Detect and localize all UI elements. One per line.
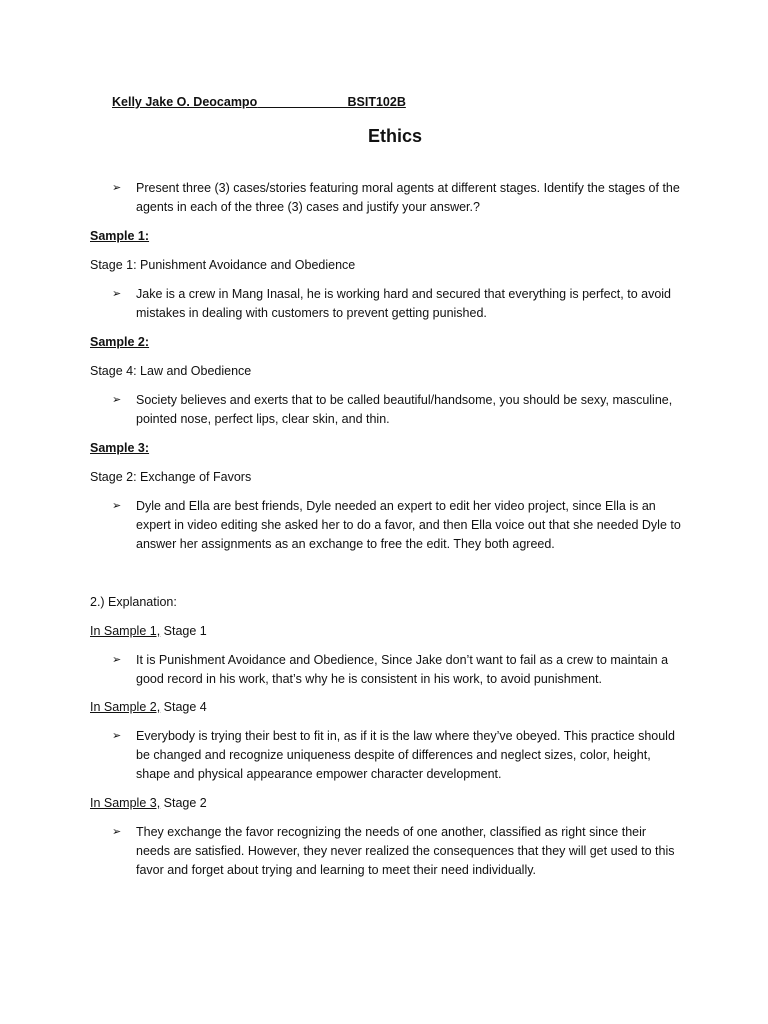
sample-1-text: Jake is a crew in Mang Inasal, he is working hard and secured that everything is perfect, to avoid mistakes in dealing with customers to prevent getting punished. [136, 287, 672, 320]
prompt-item [112, 179, 682, 217]
arrow-bullet-icon: ➢ [112, 288, 122, 300]
explanation-1-item [112, 651, 682, 689]
arrow-bullet-icon: ➢ [112, 654, 122, 666]
header-line [112, 93, 406, 112]
arrow-bullet-icon: ➢ [112, 826, 122, 838]
student-section: BSIT102B [347, 95, 406, 109]
arrow-bullet-icon: ➢ [112, 394, 122, 406]
explanation-1-text: It is Punishment Avoidance and Obedience, Since Jake don’t want to fail as a crew to maintain a good record in his work, that’s why he is consistent in his work, to avoid punishment. [136, 653, 669, 686]
sample-3-item [112, 497, 682, 554]
student-name: Kelly Jake O. Deocampo [112, 95, 258, 109]
explanation-heading: 2.) Explanation: [90, 595, 177, 609]
explanation-2-stage: Stage 4 [160, 700, 207, 714]
sample-2-label: Sample 2: [90, 335, 150, 349]
sample-3-stage: Stage 2: Exchange of Favors [90, 470, 252, 484]
explanation-2-heading [90, 698, 207, 717]
arrow-bullet-icon: ➢ [112, 182, 122, 194]
sample-3-label: Sample 3: [90, 441, 150, 455]
explanation-3-stage: Stage 2 [160, 796, 207, 810]
sample-1-item [112, 285, 682, 323]
sample-1-label: Sample 1: [90, 229, 150, 243]
prompt-text: Present three (3) cases/stories featuring moral agents at different stages. Identify the stages of the agents in each of the three (3) cases and justify your answer.? [136, 181, 680, 214]
explanation-3-ref: In Sample 3, [90, 796, 161, 810]
explanation-3-heading [90, 794, 207, 813]
arrow-bullet-icon: ➢ [112, 500, 122, 512]
explanation-3-text: They exchange the favor recognizing the needs of one another, classified as right since their needs are satisfied. However, they never realized the consequences that they will get used to this favor and forget about trying and learning to meet their need individually. [136, 825, 675, 877]
sample-3-text: Dyle and Ella are best friends, Dyle needed an expert to edit her video project, since Ella is an expert in video editing she asked her to do a favor, and then Ella voice out that she needed Dyle to answer her assignments as an exchange to free the edit. They both agreed. [136, 499, 681, 551]
explanation-3-item [112, 823, 682, 880]
page-title: Ethics [367, 126, 423, 146]
explanation-1-ref: In Sample 1, [90, 624, 161, 638]
explanation-2-ref: In Sample 2, [90, 700, 161, 714]
sample-2-text: Society believes and exerts that to be called beautiful/handsome, you should be sexy, masculine, pointed nose, perfect lips, clear skin, and thin. [136, 393, 673, 426]
explanation-1-stage: Stage 1 [160, 624, 207, 638]
sample-2-item [112, 391, 682, 429]
explanation-1-heading [90, 622, 207, 641]
explanation-2-text: Everybody is trying their best to fit in, as if it is the law where they’ve obeyed. This practice should be changed and recognize uniqueness despite of differences and neglect sizes, color, height, shape and physical appearance empower character development. [136, 729, 675, 781]
sample-2-stage: Stage 4: Law and Obedience [90, 364, 252, 378]
sample-1-stage: Stage 1: Punishment Avoidance and Obedience [90, 258, 356, 272]
explanation-2-item [112, 727, 682, 784]
arrow-bullet-icon: ➢ [112, 730, 122, 742]
